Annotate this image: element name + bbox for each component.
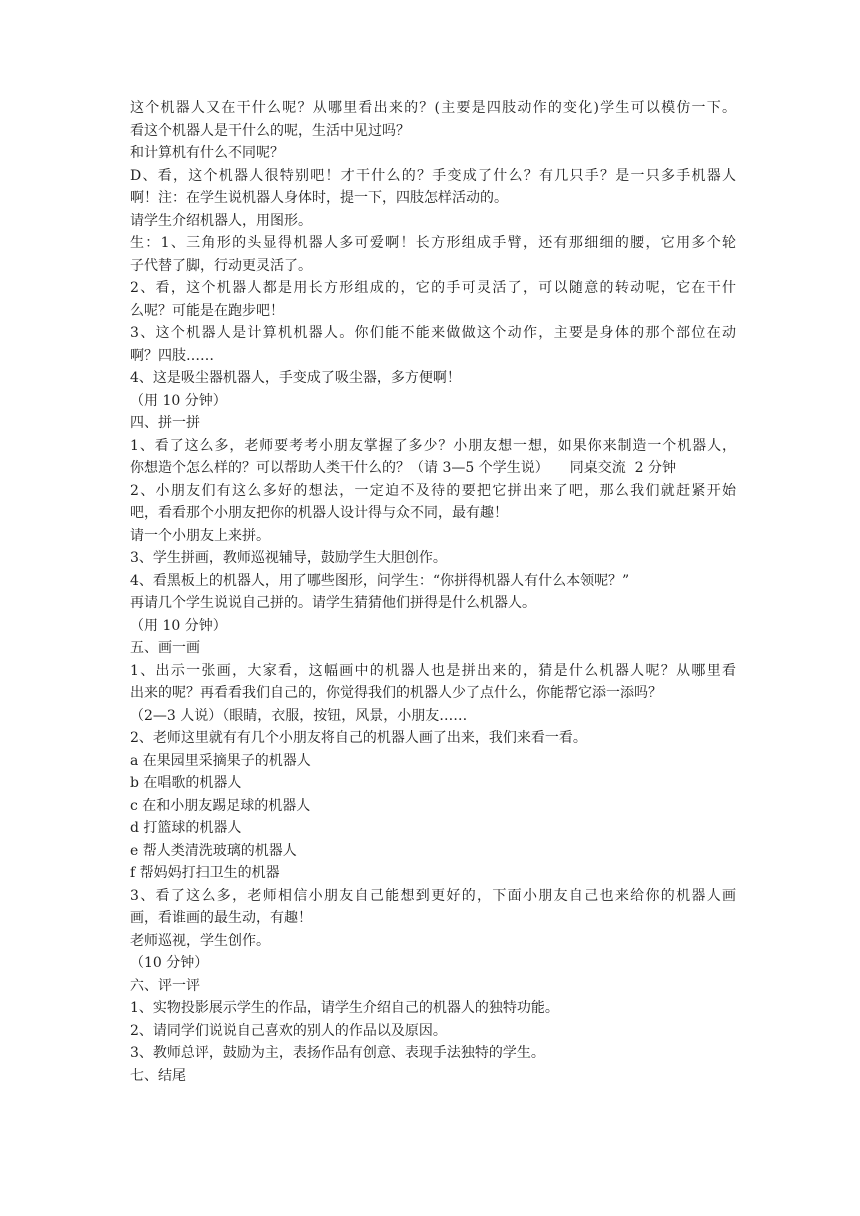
section-heading: 六、评一评 — [130, 977, 200, 994]
paragraph-line: 3、看了这么多，老师相信小朋友自己能想到更好的，下面小朋友自己也来给你的机器人画 — [130, 887, 736, 904]
paragraph-line: 1、看了这么多，老师要考考小朋友掌握了多少？小朋友想一想，如果你来制造一个机器人， — [130, 437, 736, 454]
paragraph-line: 么呢？可能是在跑步吧！ — [130, 302, 284, 319]
paragraph-line: 请学生介绍机器人，用图形。 — [130, 212, 312, 229]
time-note: （用 10 分钟） — [130, 617, 227, 634]
paragraph-line: 请一个小朋友上来拼。 — [130, 527, 270, 544]
paragraph-line: 老师巡视，学生创作。 — [130, 932, 270, 949]
time-note: （10 分钟） — [130, 955, 209, 971]
paragraph-line: 看这个机器人是干什么的呢，生活中见过吗？ — [130, 122, 410, 139]
paragraph-line: 4、这是吸尘器机器人，手变成了吸尘器，多方便啊！ — [130, 370, 461, 386]
paragraph-line: 2、看，这个机器人都是用长方形组成的，它的手可灵活了，可以随意的转动呢，它在干什 — [130, 280, 736, 296]
paragraph-line: 生：1、三角形的头显得机器人多可爱啊！长方形组成手臂，还有那细细的腰，它用多个轮 — [130, 235, 736, 251]
paragraph-line: 2、请同学们说说自己喜欢的别人的作品以及原因。 — [130, 1022, 447, 1039]
section-heading: 七、结尾 — [130, 1067, 186, 1084]
paragraph-line: 出来的呢？再看看我们自己的，你觉得我们的机器人少了点什么，你能帮它添一添吗？ — [130, 685, 662, 701]
paragraph-line: 4、看黑板上的机器人，用了哪些图形，问学生：“你拼得机器人有什么本领呢？” — [130, 572, 630, 589]
paragraph-line: （2—3 人说）（眼睛，衣服，按钮，风景，小朋友…… — [130, 707, 468, 724]
list-item: d 打篮球的机器人 — [130, 820, 242, 836]
paragraph-line: 这个机器人又在干什么呢？从哪里看出来的？(主要是四肢动作的变化)学生可以模仿一下。 — [130, 100, 736, 116]
paragraph-line: 1、出示一张画，大家看，这幅画中的机器人也是拼出来的，猜是什么机器人呢？从哪里看 — [130, 662, 736, 679]
paragraph-line: 和计算机有什么不同呢？ — [130, 145, 284, 161]
section-heading: 五、画一画 — [130, 640, 200, 656]
paragraph-line: 1、实物投影展示学生的作品，请学生介绍自己的机器人的独特功能。 — [130, 1000, 559, 1016]
time-note: （用 10 分钟） — [130, 392, 227, 409]
paragraph-line: 你想造个怎么样的？可以帮助人类干什么的？（请 3—5 个学生说） 同桌交流 2 分钟 — [130, 460, 676, 476]
section-heading: 四、拼一拼 — [130, 415, 200, 431]
list-item: b 在唱歌的机器人 — [130, 775, 242, 791]
list-item: c 在和小朋友踢足球的机器人 — [130, 797, 311, 814]
document-page — [130, 97, 736, 1087]
paragraph-line: 再请几个学生说说自己拼的。请学生猜猜他们拼得是什么机器人。 — [130, 595, 536, 611]
paragraph-line: 3、这个机器人是计算机机器人。你们能不能来做做这个动作，主要是身体的那个部位在动 — [130, 325, 736, 341]
list-item: e 帮人类清洗玻璃的机器人 — [130, 842, 297, 859]
paragraph-line: D、看，这个机器人很特别吧！才干什么的？手变成了什么？有几只手？是一只多手机器人 — [130, 167, 736, 184]
paragraph-line: 2、小朋友们有这么多好的想法，一定迫不及待的要把它拼出来了吧，那么我们就赶紧开始 — [130, 482, 736, 499]
paragraph-line: 吧，看看那个小朋友把你的机器人设计得与众不同，最有趣！ — [130, 505, 508, 521]
paragraph-line: 2、老师这里就有有几个小朋友将自己的机器人画了出来，我们来看一看。 — [130, 730, 587, 746]
paragraph-line: 啊？四肢…… — [130, 347, 214, 364]
paragraph-line: 3、教师总评，鼓励为主，表扬作品有创意、表现手法独特的学生。 — [130, 1045, 545, 1061]
list-item: a 在果园里采摘果子的机器人 — [130, 752, 311, 769]
list-item: f 帮妈妈打扫卫生的机器 — [130, 865, 280, 881]
paragraph-line: 啊！注：在学生说机器人身体时，提一下，四肢怎样活动的。 — [130, 190, 508, 206]
paragraph-line: 子代替了脚，行动更灵活了。 — [130, 257, 312, 274]
paragraph-line: 画，看谁画的最生动，有趣！ — [130, 910, 312, 926]
paragraph-line: 3、学生拼画，教师巡视辅导，鼓励学生大胆创作。 — [130, 550, 447, 566]
